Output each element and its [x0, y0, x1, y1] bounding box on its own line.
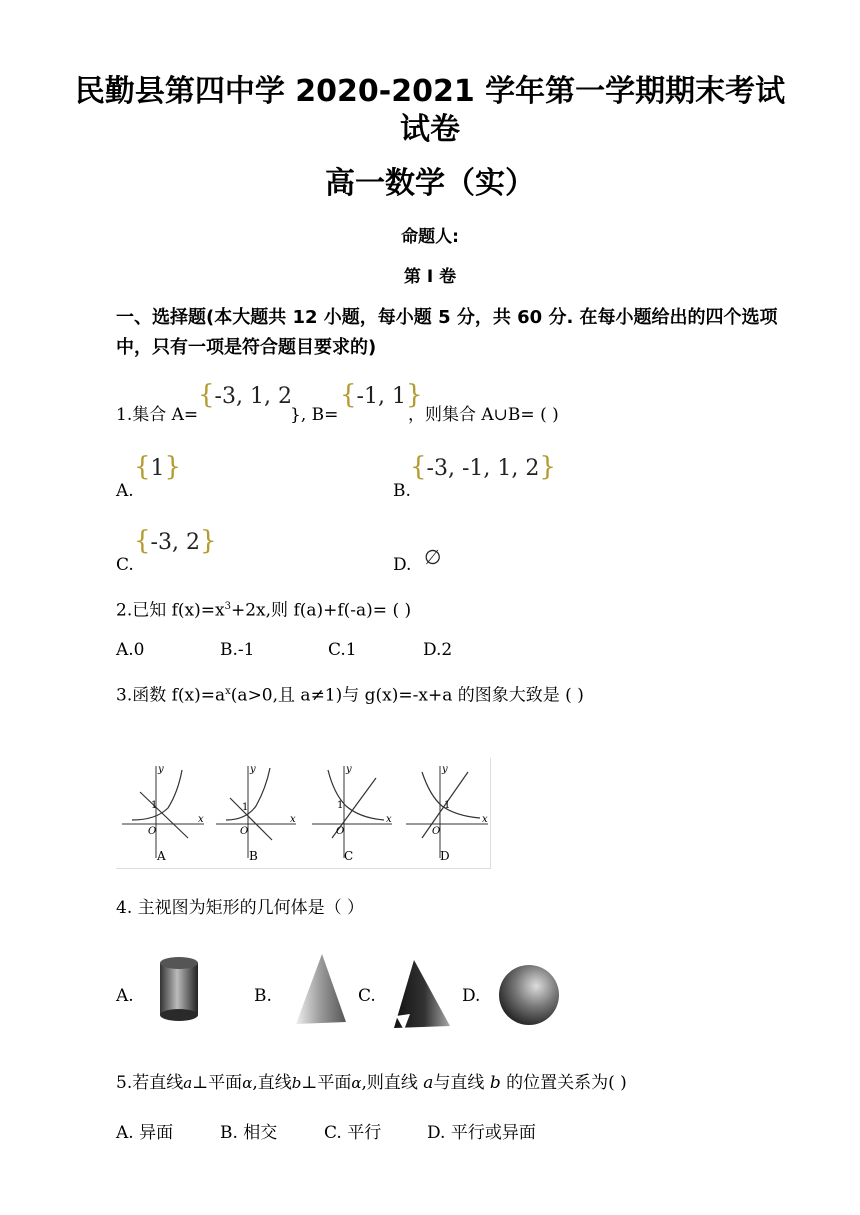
q5-line-b: b — [291, 1074, 302, 1092]
q5-alpha2: α — [351, 1074, 362, 1092]
q5-option-b: B. 相交 — [220, 1123, 278, 1143]
q5-option-c: C. 平行 — [324, 1123, 382, 1143]
q5-line-a: a — [183, 1074, 193, 1092]
exam-title-line2: 试卷 — [400, 112, 460, 147]
q5-alpha: α — [242, 1074, 253, 1092]
q1-option-a-label: A. — [116, 481, 134, 501]
graph-b-one: 1 — [242, 802, 249, 813]
q1-set-b-values: -1, 1 — [356, 384, 406, 409]
q1-option-b-set: {-3, -1, 1, 2} — [410, 452, 556, 482]
brace-open-icon: { — [198, 380, 215, 410]
q3-stem-pre: 3.函数 f(x)=a — [116, 685, 226, 706]
graph-d-label: D — [440, 849, 450, 863]
section-heading: 一、选择题(本大题共 12 小题，每小题 5 分，共 60 分. 在每小题给出的四个选项中，只有一项是符合题目要求的) — [116, 307, 778, 358]
q5-perp2: ⊥平面 — [301, 1073, 352, 1093]
volume-label: 第 I 卷 — [403, 267, 457, 287]
q2-stem — [116, 596, 411, 622]
graph-d — [406, 764, 488, 863]
q2-exponent: 3 — [224, 601, 231, 612]
q5-stem-pre: 5.若直线 — [116, 1073, 184, 1093]
q2-option-b: B.-1 — [220, 640, 255, 660]
cone-dark-icon — [392, 958, 452, 1032]
q1-option-d-label: D. — [393, 555, 412, 575]
q3-graph-figure — [116, 758, 491, 869]
q5-option-d: D. 平行或异面 — [427, 1123, 536, 1143]
q3-graphs-svg — [116, 758, 490, 868]
graph-c-origin: O — [336, 826, 345, 837]
q5-perp1: ⊥平面 — [192, 1073, 243, 1093]
q1-option-c-label: C. — [116, 555, 134, 575]
q1-suffix: ，则集合 A∪B= ( ) — [408, 405, 559, 425]
q1-option-c-set: {-3, 2} — [134, 526, 217, 556]
q2-option-d: D.2 — [423, 640, 453, 660]
graph-c-one: 1 — [337, 800, 344, 811]
q3-exponent: x — [225, 686, 231, 697]
author-label: 命题人: — [401, 227, 459, 247]
graph-a-label: A — [157, 849, 166, 863]
graph-b-x-label: x — [290, 814, 296, 825]
q5-option-a: A. 异面 — [116, 1123, 174, 1143]
q3-stem — [116, 681, 584, 707]
brace-close-icon: } — [405, 380, 423, 410]
graph-c-x-label: x — [386, 814, 392, 825]
q5-stem-post: 的位置关系为( ) — [506, 1073, 627, 1093]
graph-d-one: 1 — [444, 800, 451, 811]
graph-b-y-label: y — [250, 764, 256, 775]
graph-b-origin: O — [240, 826, 249, 837]
q1-option-a-set: {1} — [134, 452, 182, 482]
q4-option-d-label: D. — [462, 986, 481, 1006]
graph-c-y-label: y — [346, 764, 352, 775]
graph-c — [312, 764, 392, 863]
exam-title-line1: 民勤县第四中学 2020-2021 学年第一学期期末考试 — [74, 74, 786, 109]
graph-a-one: 1 — [151, 800, 158, 811]
q4-stem: 4. 主视图为矩形的几何体是（ ） — [116, 898, 365, 918]
q5-comma2: ,则直线 — [361, 1073, 418, 1093]
graph-d-y-label: y — [442, 764, 448, 775]
graph-d-x-label: x — [482, 814, 488, 825]
cylinder-icon — [158, 955, 200, 1023]
brace-open-icon: { — [340, 380, 357, 410]
graph-a-x-label: x — [198, 814, 204, 825]
graph-c-label: C — [344, 849, 354, 863]
q2-stem-pre: 2.已知 f(x)=x — [116, 600, 225, 621]
graph-d-origin: O — [432, 826, 441, 837]
graph-a — [122, 764, 204, 863]
q5-line-b2: b — [489, 1073, 501, 1093]
subject-title: 高一数学（实） — [325, 166, 535, 201]
sphere-icon — [497, 963, 561, 1027]
graph-b-label: B — [249, 849, 258, 863]
cone-light-icon — [292, 952, 350, 1032]
q4-option-a-label: A. — [116, 986, 134, 1006]
q1-mid: }, B= — [290, 405, 339, 425]
q1-set-a — [198, 380, 292, 410]
q3-stem-post: (a>0,且 a≠1)与 g(x)=-x+a 的图象大致是 ( ) — [230, 685, 584, 706]
q5-comma1: ,直线 — [252, 1073, 292, 1093]
empty-set-icon: ∅ — [424, 545, 442, 569]
q4-option-b-label: B. — [254, 986, 272, 1006]
q1-stem — [116, 404, 198, 426]
q5-stem — [116, 1072, 627, 1094]
graph-b — [216, 764, 296, 863]
q2-option-a: A.0 — [116, 640, 145, 660]
q2-option-c: C.1 — [328, 640, 357, 660]
q1-set-a-values: -3, 1, 2 — [214, 384, 292, 409]
q1-prefix: 1.集合 A= — [116, 405, 199, 425]
q2-stem-post: +2x,则 f(a)+f(-a)= ( ) — [230, 600, 412, 621]
graph-a-y-label: y — [158, 764, 164, 775]
q5-line-a2: a — [423, 1073, 434, 1093]
q5-with: 与直线 — [433, 1073, 485, 1093]
q1-option-b-label: B. — [393, 481, 411, 501]
q4-option-c-label: C. — [358, 986, 376, 1006]
graph-a-origin: O — [148, 826, 157, 837]
